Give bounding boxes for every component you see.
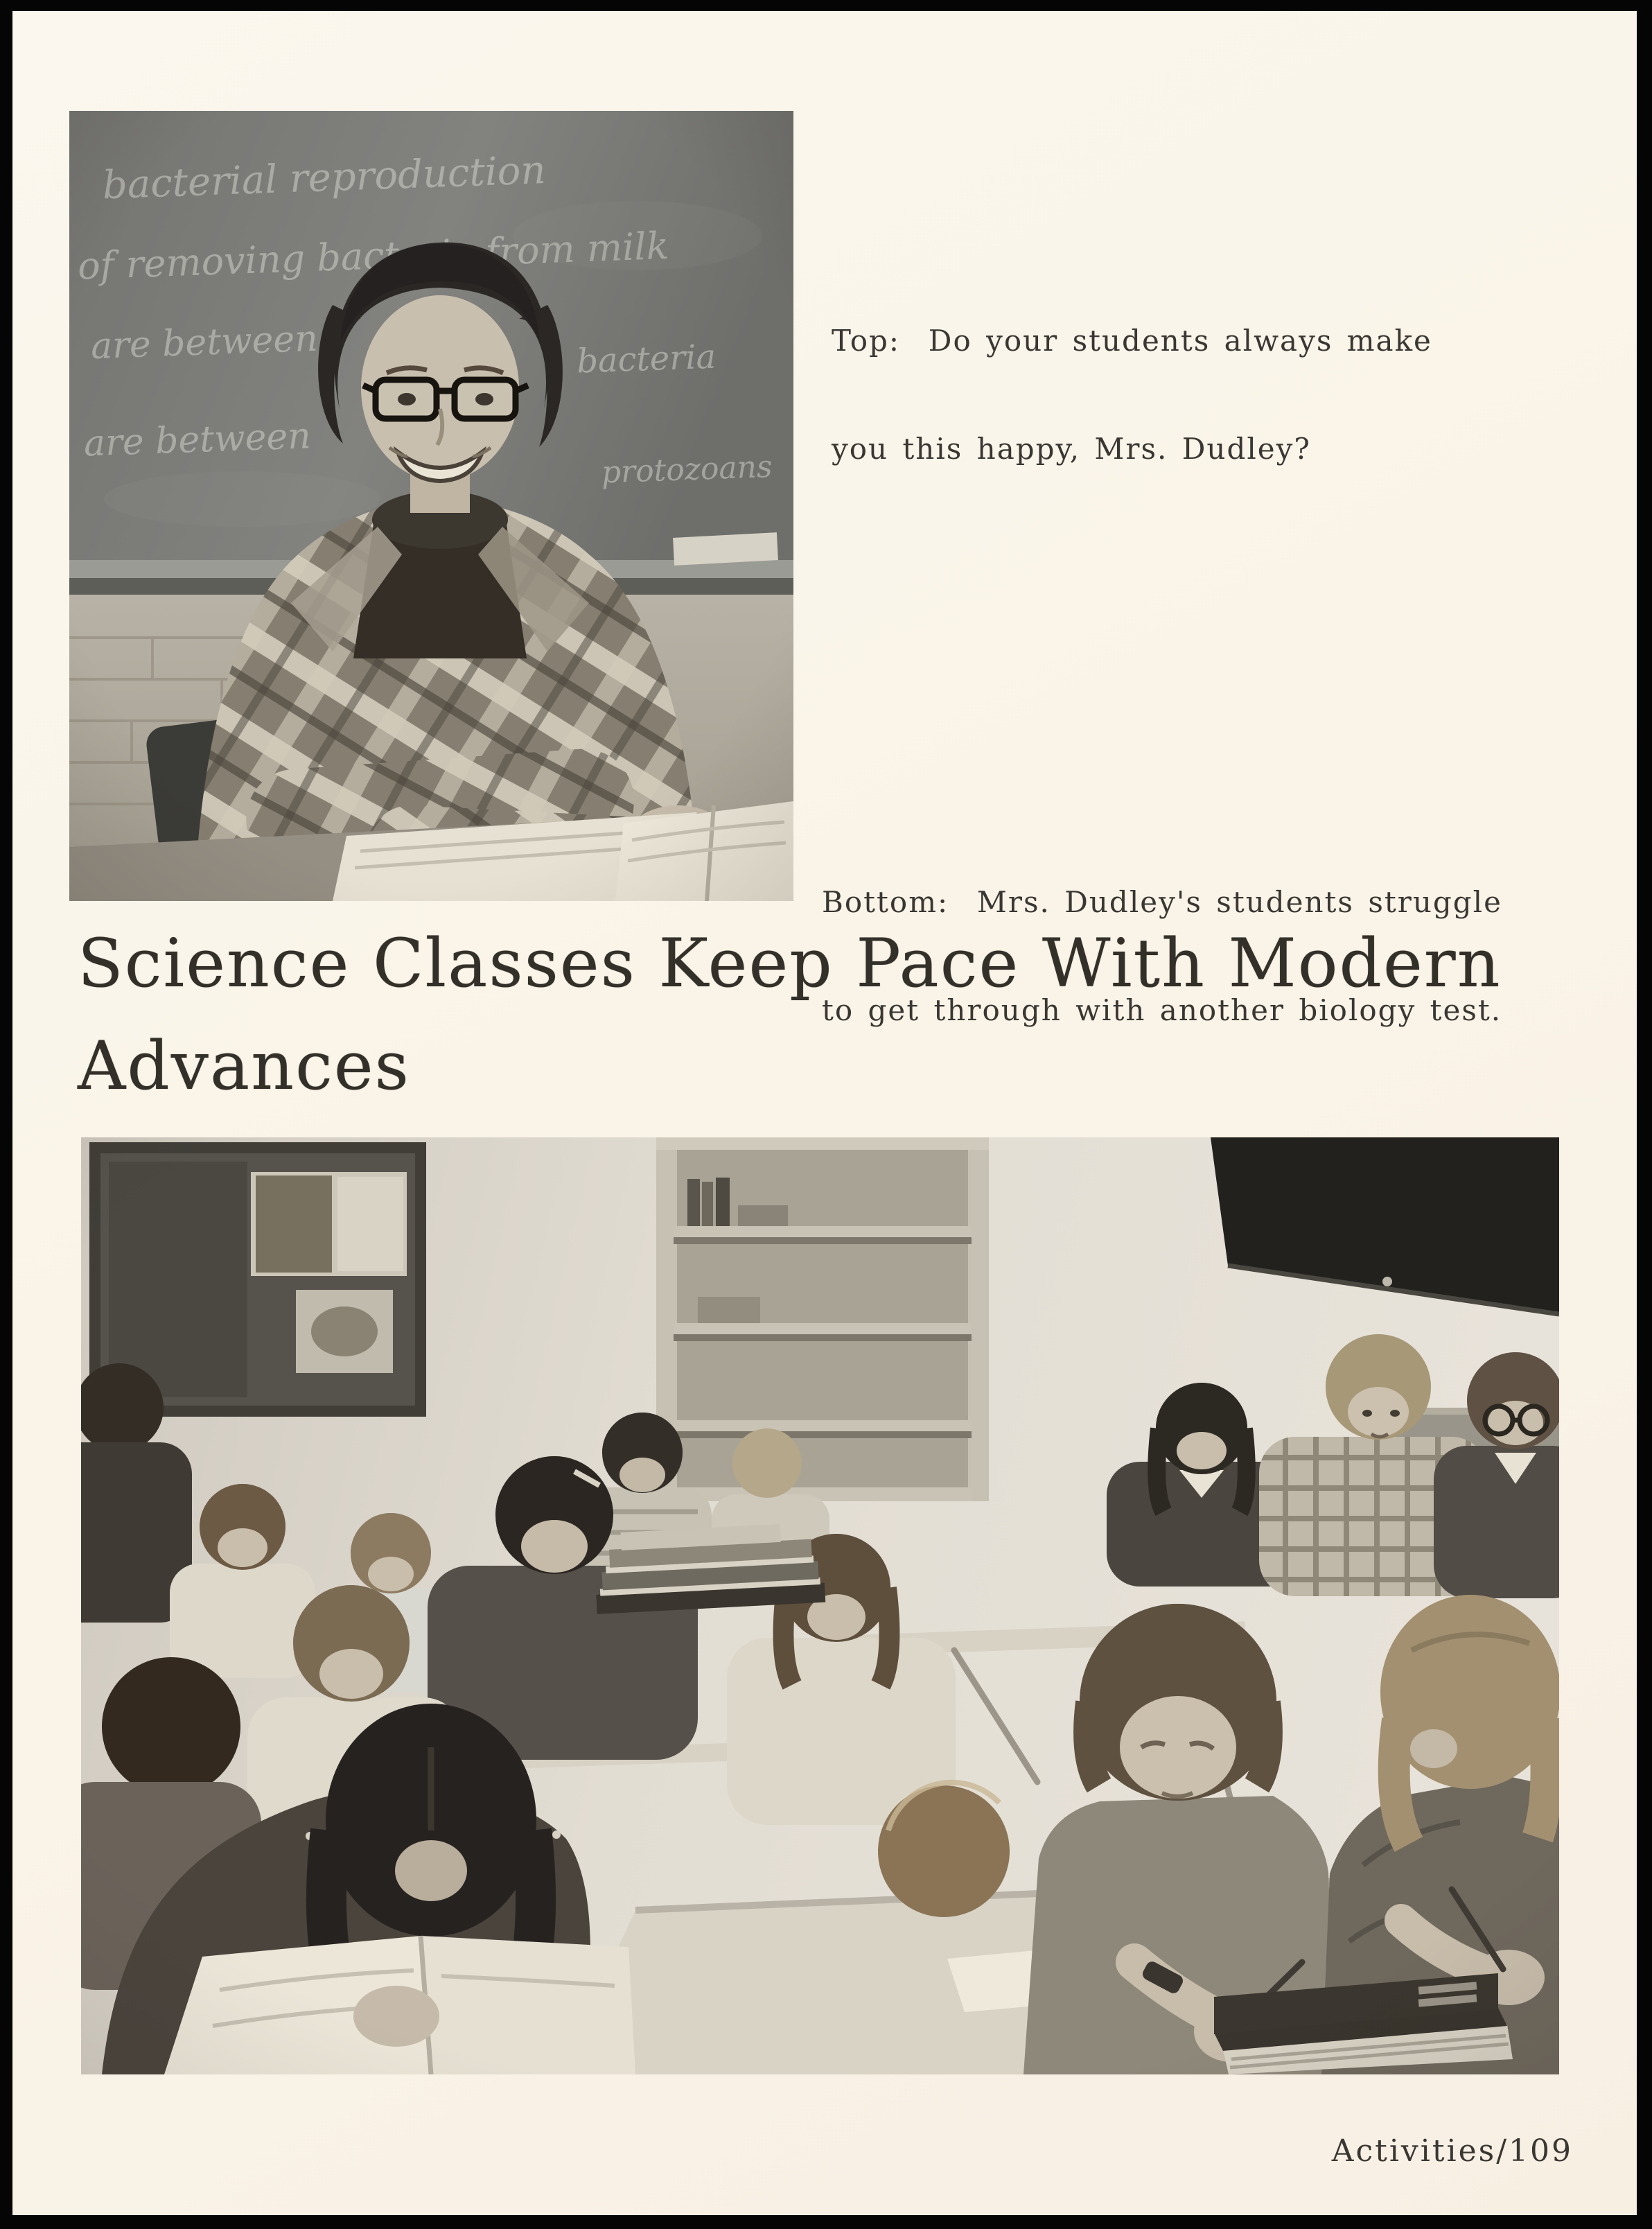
teacher-photo-graphic [69, 111, 793, 901]
page-number: Activities/109 [1331, 2133, 1573, 2169]
classroom-photo-graphic [81, 1137, 1559, 2074]
page-title [78, 912, 1574, 1117]
classroom-photo [81, 1137, 1559, 2074]
teacher-photo [69, 111, 793, 901]
headline-line2: Advances [78, 1027, 410, 1105]
headline-line1: Science Classes Keep Pace With Modern [78, 925, 1502, 1002]
caption-bottom-line2: to get through with another biology test. [822, 993, 1502, 1027]
caption-bottom-line1: Bottom: Mrs. Dudley's students struggle [822, 885, 1502, 919]
caption-top [832, 251, 1566, 539]
caption-top-line1: Top: Do your students always make [832, 324, 1432, 358]
caption-top-line2: you this happy, Mrs. Dudley? [832, 432, 1311, 466]
paper-background [12, 11, 1637, 2215]
